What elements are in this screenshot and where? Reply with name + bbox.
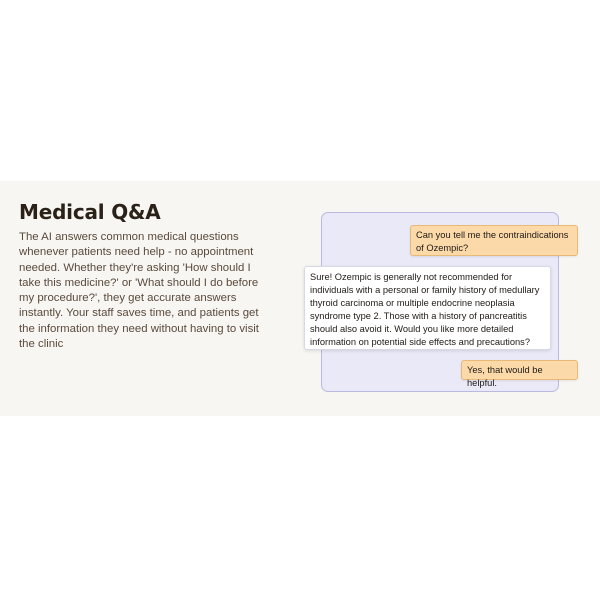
- ai-message-bubble: Sure! Ozempic is generally not recommended for individuals with a personal or family history of medullary thyroid carcinoma or multiple endocrine neoplasia syndrome type 2. Those with a history of pancreatitis should also avoid it. Would you like more detailed information on potential side effects and precautions?: [304, 266, 551, 350]
- user-message-bubble: Can you tell me the contraindications of Ozempic?: [410, 225, 578, 256]
- user-message-bubble: Yes, that would be helpful.: [461, 360, 578, 380]
- section-title: Medical Q&A: [19, 200, 161, 224]
- section-description: The AI answers common medical questions whenever patients need help - no appointment needed. Whether they're asking 'How should I take this medicine?' or 'What should I do before my procedure?', they get accurate answers instantly. Your staff saves time, and patients get the information they need without having to visit the clinic: [19, 231, 259, 351]
